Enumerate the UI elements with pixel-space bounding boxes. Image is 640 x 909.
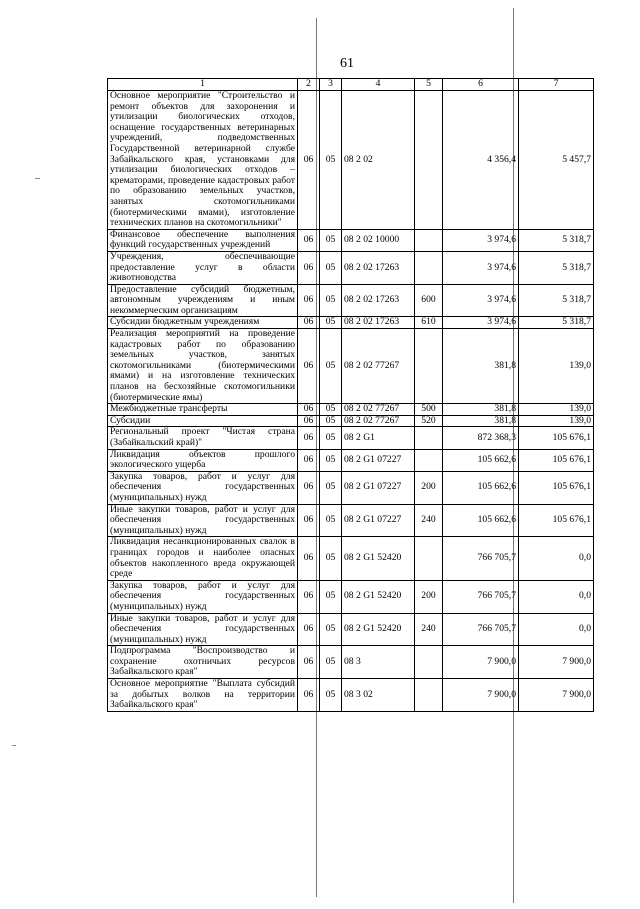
row-name-cell: Иные закупки товаров, работ и услуг для обеспечения государственных (муниципальных) нужд [108,613,298,646]
row-c3-cell: 05 [320,679,342,712]
row-name-cell: Региональный проект "Чистая страна (Забайкальский край)" [108,427,298,449]
row-c2-cell: 06 [298,449,320,471]
row-c5-cell [415,679,443,712]
row-c2-cell: 06 [298,229,320,251]
row-name-cell: Субсидии [108,415,298,427]
column-header: 6 [443,79,519,91]
row-c4-cell: 08 2 G1 52420 [342,613,415,646]
row-c2-cell: 06 [298,404,320,416]
row-c4-cell: 08 2 G1 52420 [342,537,415,580]
row-c7-cell: 139,0 [519,415,594,427]
row-name-cell: Подпрограмма "Воспроизводство и сохранение охотничьих ресурсов Забайкальского края" [108,646,298,679]
row-name-cell: Основное мероприятие "Выплата субсидий за добытых волков на территории Забайкальского края" [108,679,298,712]
row-c5-cell [415,329,443,404]
row-c7-cell: 0,0 [519,580,594,613]
row-c6-cell: 766 705,7 [443,537,519,580]
row-c6-cell: 766 705,7 [443,613,519,646]
row-c5-cell: 200 [415,580,443,613]
row-c6-cell: 381,8 [443,415,519,427]
row-c3-cell: 05 [320,449,342,471]
table-row [108,580,594,613]
table-row [108,427,594,449]
row-c4-cell: 08 2 02 10000 [342,229,415,251]
row-c5-cell [415,427,443,449]
table-row [108,613,594,646]
row-c5-cell: 600 [415,284,443,317]
row-c6-cell: 3 974,6 [443,284,519,317]
row-c7-cell: 139,0 [519,404,594,416]
row-c6-cell: 4 356,4 [443,91,519,230]
row-c2-cell: 06 [298,504,320,537]
row-c3-cell: 05 [320,229,342,251]
row-c6-cell: 7 900,0 [443,679,519,712]
table-header-row [108,79,594,91]
row-c6-cell: 3 974,6 [443,229,519,251]
row-c3-cell: 05 [320,427,342,449]
row-c6-cell: 105 662,6 [443,449,519,471]
table-row [108,679,594,712]
row-c2-cell: 06 [298,471,320,504]
row-c4-cell: 08 2 02 17263 [342,284,415,317]
table-row [108,415,594,427]
row-c6-cell: 381,8 [443,329,519,404]
row-c5-cell: 520 [415,415,443,427]
row-c5-cell [415,449,443,471]
column-header: 3 [320,79,342,91]
row-c5-cell: 200 [415,471,443,504]
row-c2-cell: 06 [298,613,320,646]
row-c4-cell: 08 2 G1 07227 [342,504,415,537]
column-header: 2 [298,79,320,91]
row-c3-cell: 05 [320,404,342,416]
row-c7-cell: 105 676,1 [519,427,594,449]
row-c4-cell: 08 2 02 77267 [342,404,415,416]
row-c2-cell: 06 [298,580,320,613]
row-c7-cell: 139,0 [519,329,594,404]
row-c7-cell: 5 318,7 [519,229,594,251]
row-c3-cell: 05 [320,317,342,329]
table-row [108,646,594,679]
row-c2-cell: 06 [298,329,320,404]
row-c2-cell: 06 [298,91,320,230]
row-name-cell: Закупка товаров, работ и услуг для обеспечения государственных (муниципальных) нужд [108,471,298,504]
row-c4-cell: 08 3 [342,646,415,679]
row-name-cell: Субсидии бюджетным учреждениям [108,317,298,329]
row-c7-cell: 0,0 [519,537,594,580]
row-c2-cell: 06 [298,537,320,580]
row-name-cell: Ликвидация объектов прошлого экологического ущерба [108,449,298,471]
row-name-cell: Иные закупки товаров, работ и услуг для обеспечения государственных (муниципальных) нужд [108,504,298,537]
row-c3-cell: 05 [320,504,342,537]
row-name-cell: Закупка товаров, работ и услуг для обеспечения государственных (муниципальных) нужд [108,580,298,613]
row-c3-cell: 05 [320,471,342,504]
row-c7-cell: 0,0 [519,613,594,646]
row-c3-cell: 05 [320,646,342,679]
row-c5-cell: 500 [415,404,443,416]
row-c5-cell: 240 [415,613,443,646]
row-c4-cell: 08 2 G1 07227 [342,449,415,471]
row-name-cell: Финансовое обеспечение выполнения функций государственных учреждений [108,229,298,251]
row-c3-cell: 05 [320,613,342,646]
row-c6-cell: 105 662,6 [443,471,519,504]
row-name-cell: Ликвидация несанкционированных свалок в границах городов и наиболее опасных объектов накопленного вреда окружающей среде [108,537,298,580]
row-c7-cell: 105 676,1 [519,504,594,537]
row-c2-cell: 06 [298,427,320,449]
budget-table [107,78,594,712]
row-c2-cell: 06 [298,284,320,317]
column-header: 7 [519,79,594,91]
row-c3-cell: 05 [320,329,342,404]
row-c6-cell: 3 974,6 [443,251,519,284]
row-c4-cell: 08 2 G1 07227 [342,471,415,504]
row-c5-cell [415,91,443,230]
row-c3-cell: 05 [320,91,342,230]
row-c3-cell: 05 [320,284,342,317]
row-c3-cell: 05 [320,415,342,427]
table-row [108,251,594,284]
row-c5-cell: 610 [415,317,443,329]
column-header: 5 [415,79,443,91]
row-c7-cell: 5 318,7 [519,317,594,329]
row-c2-cell: 06 [298,415,320,427]
row-c5-cell [415,229,443,251]
row-c4-cell: 08 2 G1 52420 [342,580,415,613]
column-header: 4 [342,79,415,91]
row-c3-cell: 05 [320,251,342,284]
table-row [108,537,594,580]
row-c6-cell: 381,8 [443,404,519,416]
table-row [108,284,594,317]
row-c7-cell: 5 457,7 [519,91,594,230]
column-header: 1 [108,79,298,91]
row-c4-cell: 08 2 02 [342,91,415,230]
row-c6-cell: 105 662,6 [443,504,519,537]
row-c4-cell: 08 2 02 17263 [342,317,415,329]
row-c6-cell: 872 368,3 [443,427,519,449]
row-c5-cell [415,537,443,580]
table-row [108,329,594,404]
row-name-cell: Межбюджетные трансферты [108,404,298,416]
table-row [108,91,594,230]
row-c2-cell: 06 [298,679,320,712]
table-row [108,471,594,504]
scan-mark [12,745,16,746]
row-c4-cell: 08 3 02 [342,679,415,712]
row-c7-cell: 105 676,1 [519,471,594,504]
table-row [108,317,594,329]
row-c2-cell: 06 [298,646,320,679]
row-c2-cell: 06 [298,251,320,284]
row-c7-cell: 7 900,0 [519,646,594,679]
row-c4-cell: 08 2 02 17263 [342,251,415,284]
row-c7-cell: 7 900,0 [519,679,594,712]
table-row [108,404,594,416]
row-c6-cell: 7 900,0 [443,646,519,679]
row-c3-cell: 05 [320,580,342,613]
row-name-cell: Основное мероприятие "Строительство и ремонт объектов для захоронения и утилизации биологических отходов, оснащение государственных ветеринарных учреждений, подведомственных Государственной ветеринарной службе Забайкальского края, установками для утилизации биологических отходов – крематорами, проведение кадастровых работ по образованию земельных участков, занятых скотомогильниками (биотермическими ямами), изготовление технических планов на скотомогильники" [108,91,298,230]
row-c6-cell: 766 705,7 [443,580,519,613]
page-number: 61 [340,56,354,71]
row-c4-cell: 08 2 G1 [342,427,415,449]
row-c7-cell: 5 318,7 [519,284,594,317]
row-c4-cell: 08 2 02 77267 [342,329,415,404]
table-row [108,229,594,251]
row-name-cell: Учреждения, обеспечивающие предоставление услуг в области животноводства [108,251,298,284]
row-name-cell: Реализация мероприятий на проведение кадастровых работ по образованию земельных участков, занятых скотомогильниками (биотермическими ямами) и на изготовление технических планов на бесхозяйные скотомогильники (биотермические ямы) [108,329,298,404]
row-name-cell: Предоставление субсидий бюджетным, автономным учреждениям и иным некоммерческим организациям [108,284,298,317]
row-c6-cell: 3 974,6 [443,317,519,329]
table-row [108,504,594,537]
scan-mark [35,178,40,179]
row-c2-cell: 06 [298,317,320,329]
row-c5-cell [415,251,443,284]
row-c5-cell: 240 [415,504,443,537]
row-c3-cell: 05 [320,537,342,580]
table-row [108,449,594,471]
row-c4-cell: 08 2 02 77267 [342,415,415,427]
row-c7-cell: 105 676,1 [519,449,594,471]
row-c5-cell [415,646,443,679]
row-c7-cell: 5 318,7 [519,251,594,284]
